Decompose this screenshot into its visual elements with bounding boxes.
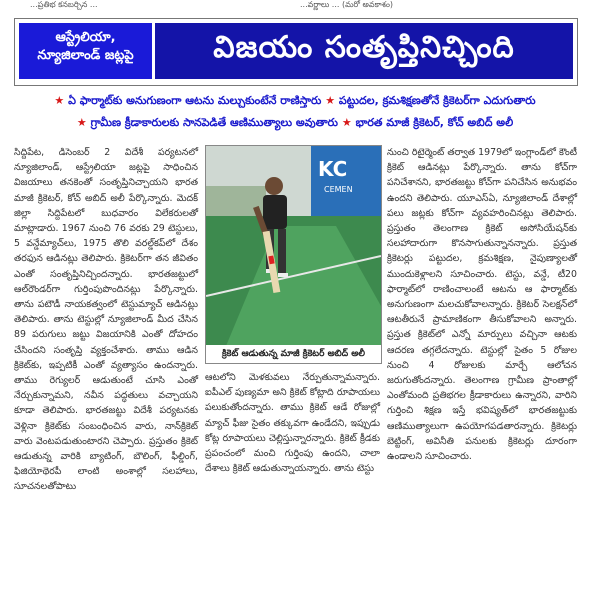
kicker-line1: ఆస్ట్రేలియా, (55, 30, 116, 45)
article-text-col1: సిద్దిపేట, డిసెంబర్ 2 విదేశీ పర్యటనలో న్యూజిలాండ్, ఆస్ట్రేలియా జట్లపై సాధించిన విజయాలు తనకెంతో సంతృప్తినిచ్చాయని భారత మాజీ క్రికెటర్, కోచ్ అబిద్ అలీ పేర్కొన్నారు. మెదక్ జిల్లా సిద్దిపేటలో బుధవారం విలేకరులతో మాట్లాడారు. 1967 నుంచి 76 వరకు 29 టెస్టులు, 5 వన్డేమ్యాచ్‌లు, 1975 తొలి వరల్డ్‌కప్‌లో దేశం తరఫున ఆడినట్లు తెలిపారు. క్రికెటర్‌గా తన జీవితం ఎంతో సంతృప్తినిచ్చిందన్నారు. భారతజట్టులో ఆల్‌రౌండర్‌గా గుర్తింపుపొందినట్లు పేర్కొన్నారు. తాను పటౌడీ నాయకత్వంలో టెస్టుమ్యాచ్ ఆడినట్లు తెలిపారు. తాను టెస్టుల్లో న్యూజిలాండ్ మీద చేసిన 89 పరుగులు జట్టు విజయానికి ఎంతో దోహదం చేసిందని సంతృప్తి వ్యక్తంచేశారు. తాము ఆడిన క్రికెట్‌కు, ఇప్పటికీ ఎంతో వ్యత్యాసం ఉందన్నారు. తాము రెగ్యులర్ ఆడుతుంటే చూసి ఎంతో నేర్చుకున్నామని, నవీన పద్ధతులు వచ్చాయని కూడా తెలిపారు. భారతజట్టు విదేశీ పర్యటనకు వెళ్లినా క్రికెట్‌కు సంబంధించిన వారు, నాన్‌క్రికెట్ వారు వెంటపడుతుంటారని చెప్పారు. ప్రస్తుతం క్రికెట్ ఆడుతున్న వారికి బ్యాటింగ్, బౌలింగ్, ఫీల్డింగ్, ఫిజియోథెరపీ లాంటి అంశాల్లో సలహాలు, సూచనలతోపాటు (14, 147, 198, 493)
top-strip-left: ...ప్రతిభ కనబర్చిన ... (30, 0, 98, 9)
subhead-2a: గ్రామీణ క్రీడాకారులకు సానపెడితే ఆణిముత్యాలు అవుతారు (90, 116, 338, 129)
subhead-1b: పట్టుదల, క్రమశిక్షణతోనే క్రికెటర్‌గా ఎదుగుతారు (338, 94, 536, 107)
headline: విజయం సంతృప్తినిచ్చింది (155, 23, 573, 79)
kicker-box (19, 23, 152, 79)
top-strip-right: ...వర్ణాలు ... (మరో అవకాశం) (300, 0, 394, 9)
article-column-2 (205, 370, 380, 475)
photo-caption: క్రికెట్ ఆడుతున్న మాజీ క్రికెటర్ అబిద్ అలీ (205, 345, 382, 364)
star-icon: ★ (341, 116, 352, 129)
sign-text: KC (318, 157, 348, 181)
star-icon: ★ (76, 116, 87, 129)
top-strip (0, 0, 591, 12)
subhead-2b: భారత మాజీ క్రికెటర్, కోచ్ అబిద్ అలీ (355, 116, 514, 129)
article-column-3 (387, 145, 577, 463)
article-photo (205, 145, 382, 347)
article-text-col3: నుంచి రిటైర్మెంట్ తర్వాత 1979లో ఇంగ్లాండ్‌లో కౌంటీ క్రికెట్ ఆడినట్లు పేర్కొన్నారు. తాను కోచ్‌గా పనిచేశానని, భారతజట్టు కోచ్‌గా పనిచేసిన అనుభవం ఉందని తెలిపారు. యూఎస్ఏ, న్యూజిలాండ్ దేశాల్లో పలు జట్లకు కోచ్‌గా వ్యవహరించినట్లు తెలిపారు. ప్రస్తుతం తెలంగాణ క్రికెట్ అసోసియేషన్‌కు సలహాదారుగా కొనసాగుతున్నానన్నారు. ప్రస్తుత క్రికెటర్లు పట్టుదల, క్రమశిక్షణ, నైపుణ్యాలతో ముందుకెళ్లాలని సూచించారు. టెస్టు, వన్డే, టీ20 ఫార్మాట్‌లో రాణించాలంటే ఆటను ఆ ఫార్మాట్‌కు అనుగుణంగా మలచుకోవాలన్నారు. క్రికెటర్ సెలక్షన్‌లో ఆటతీరునే ప్రామాణికంగా తీసుకోవాలని అన్నారు. ప్రస్తుత క్రికెట్‌లో ఎన్నో మార్పులు వచ్చినా ఆటకు ఆదరణ తగ్గలేదన్నారు. టెస్టుల్లో సైతం 5 రోజుల నుంచి 4 రోజులకు మార్చే ఆలోచన జరుగుతోందన్నారు. తెలంగాణ గ్రామీణ ప్రాంతాల్లో ఎంతోమంది ప్రతిభగల క్రీడాకారులు ఉన్నారని, వారిని గుర్తించి శిక్షణ ఇస్తే భవిష్యత్‌లో భారతజట్టుకు ఆణిముత్యాలుగా ఉపయోగపడతారన్నారు. క్రికెటర్లు బెట్టింగ్, అవినీతి పనులకు క్రికెటర్లు దూరంగా ఉండాలని సూచించారు. (387, 147, 577, 463)
subhead-line-2 (14, 116, 576, 132)
kicker-line2: న్యూజిలాండ్ జట్లపై (37, 48, 134, 63)
star-icon: ★ (325, 94, 336, 107)
article-column-1 (14, 145, 198, 493)
cricketer-photo (206, 146, 381, 346)
article-text-col2: ఆటలోని మెళకువలు నేర్పుతున్నామన్నారు. ఐపీఎల్ పుణ్యమా అని క్రికెట్ కోట్లాది రూపాయలు పలుకుతోందన్నారు. తాము క్రికెట్ ఆడే రోజుల్లో మ్యాచ్ ఫీజు సైతం తక్కువగా ఉండేదని, ఇప్పుడు కోట్ల రూపాయలు చెల్లిస్తున్నారన్నారు. క్రికెట్ క్రీడకు ప్రపంచంలో మంచి గుర్తింపు ఉందని, చాలా దేశాలు క్రికెట్ ఆడుతున్నాయన్నారు. తాను టెస్టు (205, 372, 380, 475)
sign-subtext: CEMEN (324, 185, 353, 194)
subhead-1a: ఏ ఫార్మాట్‌కు అనుగుణంగా ఆటను మల్చుకుంటేనే రాణిస్తారు (68, 94, 322, 107)
headline-box (14, 18, 578, 86)
star-icon: ★ (54, 94, 65, 107)
subhead-line-1 (14, 94, 576, 110)
